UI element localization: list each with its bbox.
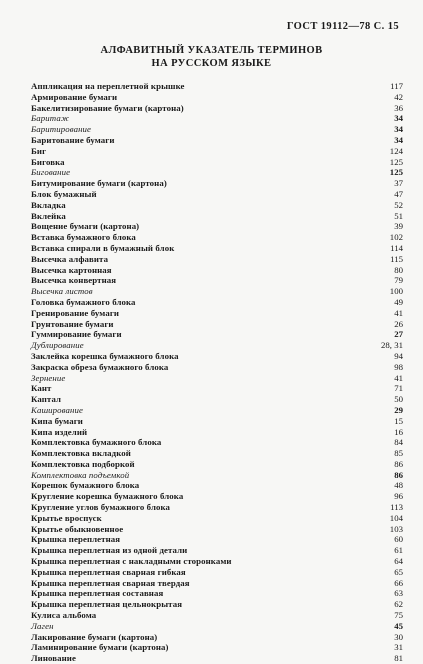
- index-page-number: 94: [394, 350, 403, 361]
- index-page-number: 37: [394, 178, 403, 189]
- index-entry: [31, 167, 403, 178]
- index-entry: [31, 265, 403, 276]
- index-page-number: 41: [394, 307, 403, 318]
- index-term: Кант: [31, 383, 52, 394]
- index-term: Кругление корешка бумажного блока: [31, 491, 184, 502]
- index-page-number: 52: [394, 199, 403, 210]
- index-entry: [31, 470, 403, 481]
- index-entry: [31, 405, 403, 416]
- index-term: Крытье вроспуск: [31, 512, 102, 523]
- index-page-number: 34: [394, 124, 403, 135]
- index-page-number: 15: [394, 415, 403, 426]
- index-page-number: 31: [394, 642, 403, 653]
- index-page-number: 60: [394, 534, 403, 545]
- index-term: Кулиса альбома: [31, 610, 97, 621]
- index-page-number: 30: [394, 631, 403, 642]
- index-term: Крышка переплетная: [31, 534, 121, 545]
- page-header: ГОСТ 19112—78 С. 15: [286, 21, 399, 32]
- index-term: Каптал: [31, 394, 62, 405]
- index-term: Высечка картонная: [31, 264, 112, 275]
- index-term: Крышка переплетная сварная твердая: [31, 577, 190, 588]
- index-entry: [31, 502, 403, 513]
- index-page-number: 42: [394, 91, 403, 102]
- index-term: Комплектовка подборкой: [31, 458, 135, 469]
- index-title: АЛФАВИТНЫЙ УКАЗАТЕЛЬ ТЕРМИНОВ: [100, 45, 323, 56]
- index-entry: [31, 448, 403, 459]
- index-entry: [31, 124, 403, 135]
- index-entry: [31, 567, 403, 578]
- index-page-number: 103: [389, 523, 403, 534]
- index-entry: [31, 200, 403, 211]
- index-page-number: 51: [394, 210, 403, 221]
- index-entry: [31, 308, 403, 319]
- index-term: Гренирование бумаги: [31, 307, 120, 318]
- index-term: Грунтование бумаги: [31, 318, 114, 329]
- index-entry: [31, 373, 403, 384]
- index-entry: [31, 588, 403, 599]
- index-entry: [31, 297, 403, 308]
- index-term: Армирование бумаги: [31, 91, 118, 102]
- index-page-number: 65: [394, 566, 403, 577]
- index-term: Лакирование бумаги (картона): [31, 631, 158, 642]
- index-entry: [31, 113, 403, 124]
- index-entry: [31, 275, 403, 286]
- index-term: Кипа бумаги: [31, 415, 83, 426]
- index-term: Кругление углов бумажного блока: [31, 502, 171, 513]
- index-page-number: 125: [389, 167, 403, 178]
- index-subtitle: НА РУССКОМ ЯЗЫКЕ: [151, 58, 272, 69]
- index-term: Крышка переплетная с накладными сторонками: [31, 556, 232, 567]
- index-term: Баритование бумаги: [31, 134, 115, 145]
- index-entry: [31, 556, 403, 567]
- index-entry: [31, 221, 403, 232]
- index-entry: [31, 351, 403, 362]
- index-page-number: 45: [394, 620, 403, 631]
- index-page-number: 47: [394, 188, 403, 199]
- index-page-number: 39: [394, 221, 403, 232]
- index-term: Блок бумажный: [31, 188, 97, 199]
- index-entry: [31, 362, 403, 373]
- index-page-number: 80: [394, 264, 403, 275]
- index-entry: [31, 491, 403, 502]
- index-entry: [31, 243, 403, 254]
- index-page-number: 34: [394, 113, 403, 124]
- index-term: Баритаж: [31, 113, 70, 124]
- index-term: Баритирование: [31, 124, 92, 135]
- index-page-number: 27: [394, 329, 403, 340]
- index-term: Дублирование: [31, 340, 84, 351]
- index-term: Головка бумажного блока: [31, 296, 136, 307]
- index-page-number: 34: [394, 134, 403, 145]
- index-entry: [31, 642, 403, 653]
- index-term: Вставка спирали в бумажный блок: [31, 242, 175, 253]
- index-entry: [31, 632, 403, 643]
- index-term: Крышка переплетная сварная гибкая: [31, 566, 186, 577]
- index-term: Комплектовка вкладкой: [31, 448, 131, 459]
- index-term: Крышка переплетная цельнокрытая: [31, 599, 183, 610]
- index-term: Крышка переплетная составная: [31, 588, 164, 599]
- index-page-number: 29: [394, 404, 403, 415]
- index-page-number: 75: [394, 610, 403, 621]
- index-page-number: 49: [394, 296, 403, 307]
- index-page-number: 26: [394, 318, 403, 329]
- index-entry: [31, 286, 403, 297]
- index-term: Крытье обыкновенное: [31, 523, 124, 534]
- index-page-number: 102: [389, 232, 403, 243]
- index-term: Лаген: [31, 620, 54, 631]
- index-entry: [31, 189, 403, 200]
- index-entry: [31, 524, 403, 535]
- index-entry: [31, 513, 403, 524]
- index-page-number: 125: [389, 156, 403, 167]
- index-page-number: 100: [389, 286, 403, 297]
- index-term: Закраска обреза бумажного блока: [31, 361, 169, 372]
- index-page-number: 117: [390, 81, 403, 91]
- index-page-number: 36: [394, 102, 403, 113]
- index-entry: [31, 416, 403, 427]
- index-page-number: 86: [394, 469, 403, 480]
- index-entry: [31, 254, 403, 265]
- index-page-number: 41: [394, 372, 403, 383]
- index-entry: [31, 621, 403, 632]
- index-entry: [31, 178, 403, 189]
- index-entry: [31, 146, 403, 157]
- index-entry: [31, 135, 403, 146]
- index-entry: [31, 340, 403, 351]
- index-entry: [31, 394, 403, 405]
- index-entry: [31, 545, 403, 556]
- index-term: Биг: [31, 145, 47, 156]
- index-entry: [31, 157, 403, 168]
- index-term: Вкладка: [31, 199, 66, 210]
- index-entry: [31, 103, 403, 114]
- index-entry: [31, 329, 403, 340]
- index-term: Вощение бумаги (картона): [31, 221, 140, 232]
- index-term: Каширование: [31, 404, 83, 415]
- index-entry: [31, 211, 403, 222]
- index-term: Корешок бумажного блока: [31, 480, 140, 491]
- index-page-number: 71: [394, 383, 403, 394]
- index-page-number: 96: [394, 491, 403, 502]
- index-entry: [31, 437, 403, 448]
- index-entry: [31, 92, 403, 103]
- index-term: Высечка листов: [31, 286, 93, 297]
- index-entry: [31, 480, 403, 491]
- index-term: Бакелитизирование бумаги (картона): [31, 102, 184, 113]
- index-term: Высечка конвертная: [31, 275, 117, 286]
- index-term: Ламинирование бумаги (картона): [31, 642, 169, 653]
- index-term: Вклейка: [31, 210, 66, 221]
- index-entry: [31, 319, 403, 330]
- index-term: Крышка переплетная из одной детали: [31, 545, 188, 556]
- index-page-number: 48: [394, 480, 403, 491]
- index-term: Битумирование бумаги (картона): [31, 178, 167, 189]
- index-page-number: 84: [394, 437, 403, 448]
- index-term: Бигование: [31, 167, 71, 178]
- index-entry: [31, 578, 403, 589]
- index-page-number: 79: [394, 275, 403, 286]
- index-term: Линование: [31, 653, 76, 664]
- index-page-number: 81: [394, 653, 403, 664]
- index-page-number: 98: [394, 361, 403, 372]
- index-term: Зернение: [31, 372, 66, 383]
- term-index-list: [31, 81, 403, 664]
- index-page-number: 28, 31: [381, 340, 403, 351]
- index-term: Вставка бумажного блока: [31, 232, 136, 243]
- index-entry: [31, 599, 403, 610]
- index-entry: [31, 459, 403, 470]
- index-page-number: 85: [394, 448, 403, 459]
- index-term: Заклейка корешка бумажного блока: [31, 350, 179, 361]
- index-term: Биговка: [31, 156, 65, 167]
- index-page-number: 16: [394, 426, 403, 437]
- index-term: Высечка алфавита: [31, 253, 109, 264]
- index-page-number: 64: [394, 556, 403, 567]
- index-page-number: 104: [389, 512, 403, 523]
- index-page-number: 86: [394, 458, 403, 469]
- index-page-number: 115: [390, 253, 403, 264]
- index-entry: [31, 232, 403, 243]
- index-entry: [31, 610, 403, 621]
- index-page-number: 63: [394, 588, 403, 599]
- index-page-number: 114: [390, 242, 403, 253]
- index-term: Комплектовка подъемкой: [31, 469, 130, 480]
- index-page-number: 61: [394, 545, 403, 556]
- index-page-number: 124: [389, 145, 403, 156]
- index-entry: [31, 81, 403, 92]
- index-entry: [31, 383, 403, 394]
- index-term: Аппликация на переплетной крышке: [31, 81, 185, 91]
- index-entry: [31, 427, 403, 438]
- index-page-number: 113: [390, 502, 403, 513]
- index-term: Гуммирование бумаги: [31, 329, 122, 340]
- index-entry: [31, 534, 403, 545]
- index-page-number: 50: [394, 394, 403, 405]
- index-page-number: 62: [394, 599, 403, 610]
- index-page-number: 66: [394, 577, 403, 588]
- index-term: Кипа изделий: [31, 426, 88, 437]
- index-term: Комплектовка бумажного блока: [31, 437, 162, 448]
- index-entry: [31, 653, 403, 664]
